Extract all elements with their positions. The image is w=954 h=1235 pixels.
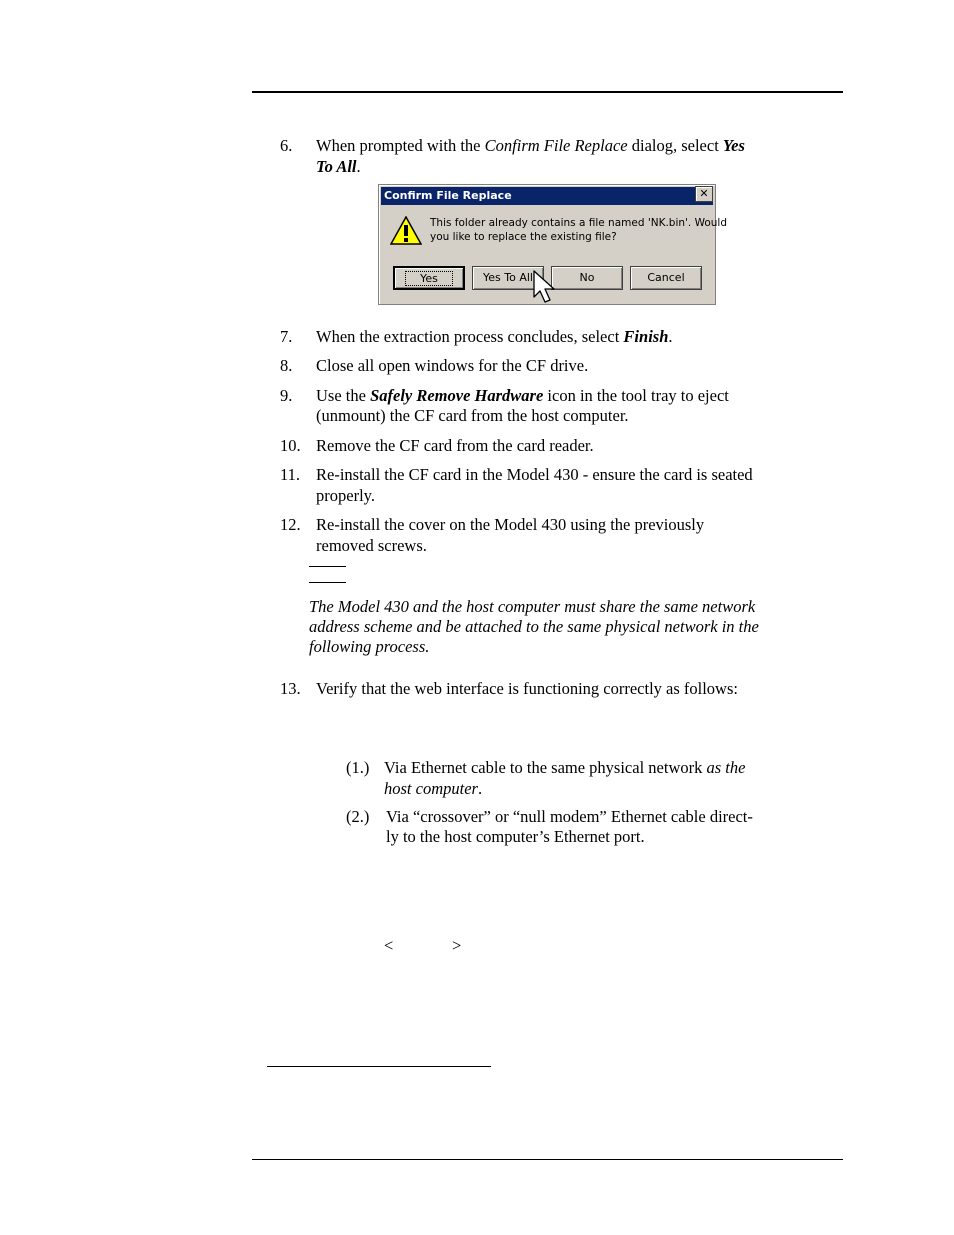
close-icon[interactable]: ✕ [695, 186, 713, 202]
step-6-text-a: When prompted with the [316, 136, 485, 155]
step-6-number: 6. [280, 136, 293, 155]
note-line-1: The Model 430 and the host computer must share the same network [309, 597, 756, 616]
no-button[interactable]: No [551, 266, 623, 290]
step-12-text-line2: removed screws. [316, 536, 427, 555]
step-6-text-line2 [316, 156, 361, 177]
step-9-text-b: icon in the tool tray to eject [543, 386, 729, 405]
sub-item-2-text-line2: ly to the host computer’s Ethernet port. [386, 827, 645, 846]
footnote-rule [267, 1066, 491, 1067]
sub-item-2-number: (2.) [346, 807, 370, 826]
sub-item-1-text [384, 757, 745, 778]
yes-button[interactable] [393, 266, 465, 290]
step-9-text [316, 385, 729, 406]
step-10-number: 10. [280, 436, 301, 455]
step-7-number: 7. [280, 327, 293, 346]
step-7-text [316, 326, 673, 347]
step-9-text-a: Use the [316, 386, 371, 405]
mouse-pointer-icon [531, 269, 561, 305]
note-rule-top [309, 566, 346, 567]
to-all-ref: To All [316, 157, 357, 176]
warning-icon [390, 216, 422, 246]
sub-item-2-text: Via “crossover” or “null modem” Ethernet cable direct- [386, 807, 753, 826]
step-12-number: 12. [280, 515, 301, 534]
dialog-message [430, 216, 727, 244]
step-7-period: . [668, 327, 673, 346]
dialog-title: Confirm File Replace [381, 187, 713, 205]
sub-item-1-text-c: host computer [384, 779, 478, 798]
step-12-text: Re-install the cover on the Model 430 using the previously [316, 515, 705, 534]
dialog-name-ref: Confirm File Replace [484, 136, 628, 155]
step-11-text: Re-install the CF card in the Model 430 - ensure the card is seated [316, 465, 753, 484]
close-angle-bracket: > [452, 936, 462, 955]
yes-button-label: Yes [406, 272, 452, 285]
step-11-number: 11. [280, 465, 301, 484]
confirm-file-replace-dialog [378, 184, 728, 305]
step-9-number: 9. [280, 386, 293, 405]
step-8-text: Close all open windows for the CF drive. [316, 356, 589, 375]
step-6-period: . [356, 157, 361, 176]
dialog-message-line2: you like to replace the existing file? [430, 231, 617, 243]
yes-to-all-button[interactable]: Yes To All [472, 266, 544, 290]
note-line-2: address scheme and be attached to the same physical network in the [309, 617, 759, 636]
sub-item-1-period: . [477, 779, 483, 798]
header-rule [252, 91, 843, 93]
step-13-text: Verify that the web interface is functioning correctly as follows: [316, 679, 738, 698]
step-9-text-line2: (unmount) the CF card from the host computer. [316, 406, 629, 425]
step-13-number: 13. [280, 679, 301, 698]
step-7-text-a: When the extraction process concludes, select [316, 327, 624, 346]
safely-remove-ref: Safely Remove Hardware [370, 386, 544, 405]
dialog-message-line1: This folder already contains a file named 'NK.bin'. Would [430, 217, 728, 229]
sub-item-1-text-line2 [384, 778, 482, 799]
sub-item-1-text-a: Via Ethernet cable to the same physical network [384, 758, 707, 777]
step-8-number: 8. [280, 356, 293, 375]
footer-rule [252, 1159, 843, 1160]
step-10-text: Remove the CF card from the card reader. [316, 436, 594, 455]
sub-item-1-number: (1.) [346, 758, 370, 777]
step-6-text-b: dialog, select [627, 136, 723, 155]
note-rule-bottom [309, 582, 346, 583]
step-11-text-line2: properly. [316, 486, 375, 505]
yes-ref: Yes [722, 136, 745, 155]
finish-ref: Finish [623, 327, 669, 346]
open-angle-bracket: < [384, 936, 394, 955]
step-6-text [316, 135, 745, 156]
sub-item-1-text-b: as the [706, 758, 746, 777]
cancel-button[interactable]: Cancel [630, 266, 702, 290]
note-line-3: following process. [309, 637, 430, 656]
